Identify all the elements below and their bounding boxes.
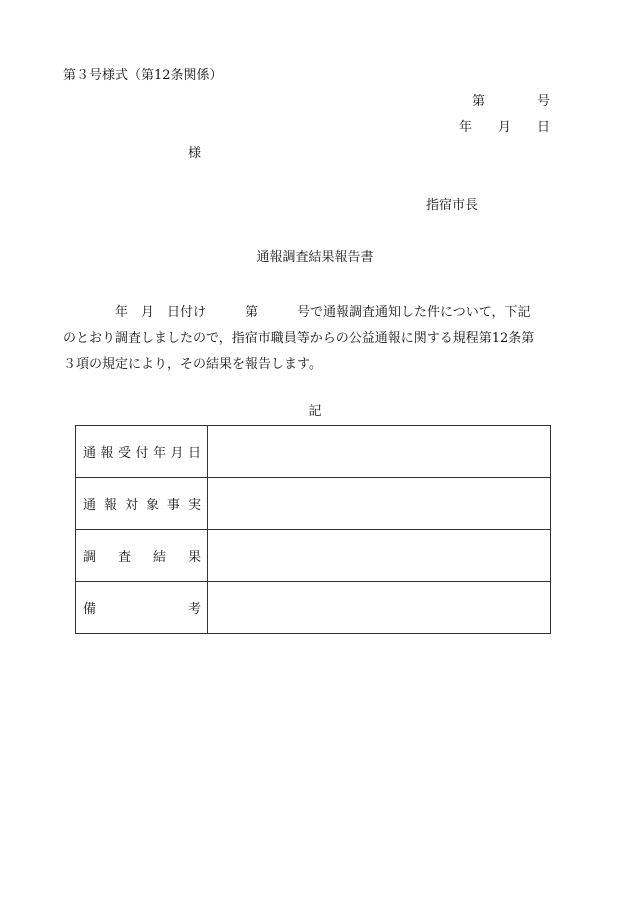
row-value bbox=[208, 426, 551, 478]
document-number: 第 号 bbox=[471, 94, 550, 109]
table-row bbox=[76, 530, 551, 582]
document-title: 通報調査結果報告書 bbox=[256, 250, 374, 265]
form-number: 第３号様式（第12条関係） bbox=[63, 68, 223, 83]
number-date-block bbox=[459, 94, 550, 146]
ki-heading: 記 bbox=[308, 404, 322, 419]
table-row bbox=[76, 478, 551, 530]
record-table bbox=[75, 425, 551, 634]
sender: 指宿市長 bbox=[426, 198, 479, 213]
body-line-2: のとおり調査しましたので，指宿市職員等からの公益通報に関する規程第12条第 bbox=[63, 331, 535, 346]
row-label: 調査結果 bbox=[76, 530, 208, 582]
table-row bbox=[76, 426, 551, 478]
row-label: 通報対象事実 bbox=[76, 478, 208, 530]
document-date: 年 月 日 bbox=[458, 120, 550, 135]
row-label: 通報受付年月日 bbox=[76, 426, 208, 478]
row-value bbox=[208, 478, 551, 530]
table-row bbox=[76, 582, 551, 634]
addressee: 様 bbox=[188, 146, 202, 161]
body-line-1: 年 月 日付け 第 号で通報調査通知した件について，下記 bbox=[63, 305, 531, 320]
body-paragraph bbox=[63, 300, 583, 378]
row-label: 備考 bbox=[76, 582, 208, 634]
row-value bbox=[208, 582, 551, 634]
row-value bbox=[208, 530, 551, 582]
body-line-3: ３項の規定により，その結果を報告します。 bbox=[63, 357, 322, 372]
